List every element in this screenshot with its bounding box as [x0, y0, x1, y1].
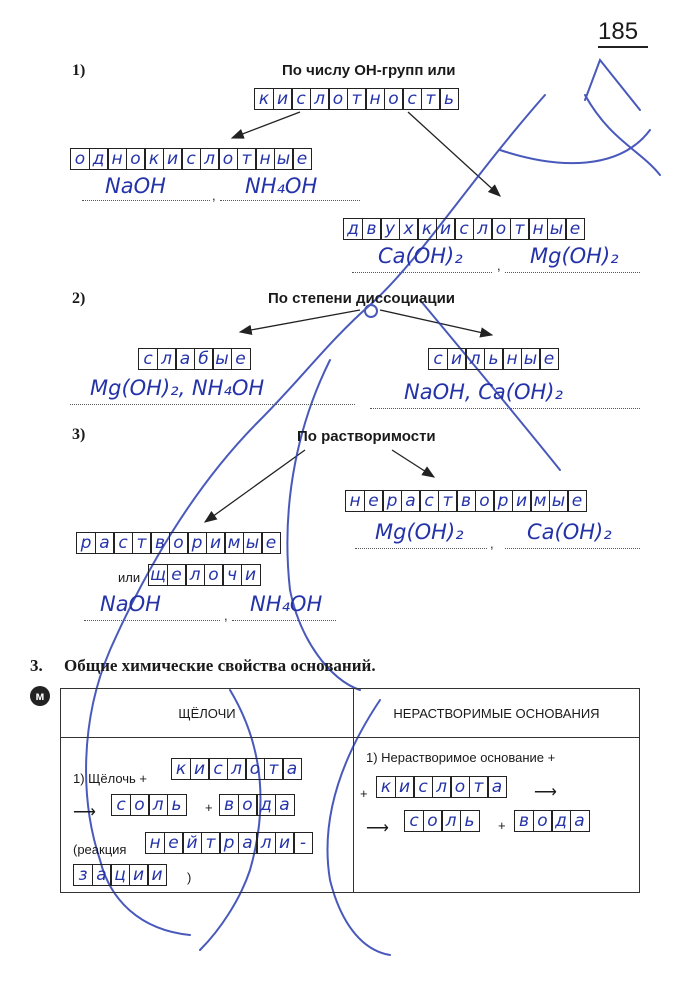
letter-cell: в	[514, 810, 534, 832]
col2-cell	[354, 738, 640, 893]
letter-cell: д	[89, 148, 109, 170]
item3-left-example-2: NH₄OH	[250, 592, 323, 616]
item3-left-word	[76, 532, 280, 554]
letter-cell: -	[293, 832, 313, 854]
letter-cell: а	[95, 532, 115, 554]
letter-cell: о	[130, 794, 150, 816]
letter-cell: о	[475, 490, 495, 512]
letter-cell: т	[264, 758, 284, 780]
item1-number: 1)	[72, 62, 86, 79]
letter-cell: с	[454, 218, 474, 240]
item2-heading: По степени диссоциации	[268, 290, 456, 307]
letter-cell: и	[206, 532, 226, 554]
letter-cell: и	[147, 864, 167, 886]
col1-word3	[219, 794, 293, 816]
item2-left-word	[138, 348, 249, 370]
col2-arrow-1: ⟶	[534, 784, 557, 801]
item1-right-example-2: Mg(OH)₂	[530, 244, 619, 268]
letter-cell: а	[282, 758, 302, 780]
letter-cell: и	[275, 832, 295, 854]
letter-cell: е	[567, 490, 587, 512]
letter-cell: ц	[110, 864, 130, 886]
letter-cell: с	[291, 88, 311, 110]
letter-cell: е	[292, 148, 312, 170]
item2-left-examples: Mg(OH)₂, NH₄OH	[90, 376, 265, 400]
letter-cell: в	[362, 218, 382, 240]
letter-cell: и	[512, 490, 532, 512]
letter-cell: и	[395, 776, 415, 798]
arrow-to-right-1	[408, 112, 500, 196]
letter-cell: к	[417, 218, 437, 240]
letter-cell: е	[231, 348, 251, 370]
item1-right-comma: ,	[497, 258, 501, 273]
letter-cell: т	[347, 88, 367, 110]
item3-number: 3)	[72, 426, 86, 443]
item3-right-cells	[345, 490, 586, 512]
letter-cell: е	[167, 564, 187, 586]
letter-cell: с	[428, 348, 448, 370]
letter-cell: о	[533, 810, 553, 832]
col1-cell	[61, 738, 354, 893]
letter-cell: т	[438, 490, 458, 512]
letter-cell: м	[530, 490, 550, 512]
col2-word1	[376, 776, 506, 798]
letter-cell: е	[565, 218, 585, 240]
letter-cell: ч	[222, 564, 242, 586]
col1-reaction-open: (реакция	[73, 842, 127, 857]
letter-cell: о	[169, 532, 189, 554]
item3-right-line-2	[505, 548, 640, 549]
letter-cell: с	[208, 758, 228, 780]
item1-right-word	[343, 218, 584, 240]
item1-right-line-1	[352, 272, 492, 273]
item3-left-example-1: NaOH	[100, 592, 161, 616]
letter-cell: с	[138, 348, 158, 370]
section3-number: 3.	[30, 656, 43, 675]
letter-cell: о	[70, 148, 90, 170]
letter-cell: ь	[484, 348, 504, 370]
letter-cell: т	[201, 832, 221, 854]
methodical-badge-icon: м	[30, 686, 50, 706]
item3-left-comma: ,	[224, 608, 228, 623]
col1-word2-cells	[111, 794, 185, 816]
letter-cell: к	[376, 776, 396, 798]
letter-cell: л	[473, 218, 493, 240]
item3-ili-word	[148, 564, 259, 586]
letter-cell: о	[245, 758, 265, 780]
properties-table	[60, 688, 640, 893]
item3-right-line-1	[355, 548, 487, 549]
letter-cell: е	[164, 832, 184, 854]
letter-cell: с	[413, 776, 433, 798]
item1-right-cells	[343, 218, 584, 240]
col1-line1: 1) Щёлочь +	[73, 771, 148, 786]
letter-cell: ь	[167, 794, 187, 816]
item1-left-comma: ,	[212, 188, 216, 203]
letter-cell: ы	[243, 532, 263, 554]
letter-cell: о	[491, 218, 511, 240]
letter-cell: ь	[439, 88, 459, 110]
letter-cell: е	[261, 532, 281, 554]
col2-word3	[514, 810, 588, 832]
letter-cell: н	[365, 88, 385, 110]
letter-cell: о	[126, 148, 146, 170]
letter-cell: о	[204, 564, 224, 586]
item3-right-word	[345, 490, 586, 512]
letter-cell: ы	[549, 490, 569, 512]
letter-cell: д	[256, 794, 276, 816]
col1-word4	[145, 832, 312, 854]
letter-cell: к	[254, 88, 274, 110]
letter-cell: и	[447, 348, 467, 370]
letter-cell: в	[150, 532, 170, 554]
letter-cell: в	[456, 490, 476, 512]
letter-cell: й	[182, 832, 202, 854]
letter-cell: н	[145, 832, 165, 854]
arrow-to-left-1	[232, 112, 300, 138]
item2-right-examples: NaOH, Ca(OH)₂	[404, 380, 563, 404]
letter-cell: с	[419, 490, 439, 512]
letter-cell: а	[92, 864, 112, 886]
col1-word4-cells	[145, 832, 312, 854]
letter-cell: т	[421, 88, 441, 110]
item1-left-cells	[70, 148, 311, 170]
letter-cell: о	[218, 148, 238, 170]
letter-cell: щ	[149, 565, 166, 585]
col2-header: НЕРАСТВОРИМЫЕ ОСНОВАНИЯ	[354, 689, 640, 738]
arrow-to-left-3	[205, 450, 305, 522]
letter-cell: т	[469, 776, 489, 798]
letter-cell: б	[194, 348, 214, 370]
letter-cell: а	[570, 810, 590, 832]
letter-cell: т	[132, 532, 152, 554]
item1-box-cells	[254, 88, 458, 110]
letter-cell: л	[185, 564, 205, 586]
letter-cell: а	[487, 776, 507, 798]
col1-word2	[111, 794, 185, 816]
item2-left-cells	[138, 348, 249, 370]
item1-right-example-1: Ca(OH)₂	[378, 244, 463, 268]
item1-heading: По числу ОН-групп или	[282, 62, 456, 79]
arrow-to-left-2	[240, 310, 360, 332]
letter-cell: н	[255, 148, 275, 170]
item1-left-line-2	[220, 200, 360, 201]
item1-box-word	[254, 88, 458, 110]
item3-right-comma: ,	[490, 536, 494, 551]
letter-cell: ы	[521, 348, 541, 370]
letter-cell: л	[148, 794, 168, 816]
arrow-to-right-2	[380, 310, 492, 335]
page-number: 185	[598, 18, 639, 45]
letter-cell: ы	[212, 348, 232, 370]
letter-cell: д	[551, 810, 571, 832]
letter-cell: и	[129, 864, 149, 886]
item1-left-word	[70, 148, 311, 170]
item3-right-example-1: Mg(OH)₂	[375, 520, 464, 544]
letter-cell: н	[345, 490, 365, 512]
item2-number: 2)	[72, 290, 86, 307]
col1-word3-cells	[219, 794, 293, 816]
item3-ili-cells	[148, 564, 259, 586]
col1-word5	[73, 864, 166, 886]
letter-cell: и	[241, 564, 261, 586]
letter-cell: р	[76, 532, 96, 554]
letter-cell: а	[175, 348, 195, 370]
letter-cell: р	[382, 490, 402, 512]
letter-cell: а	[238, 832, 258, 854]
letter-cell: ы	[547, 218, 567, 240]
letter-cell: с	[113, 532, 133, 554]
letter-cell: ь	[460, 810, 480, 832]
item1-left-example-2: NH₄OH	[245, 174, 318, 198]
letter-cell: л	[310, 88, 330, 110]
letter-cell: р	[187, 532, 207, 554]
item1-right-line-2	[505, 272, 640, 273]
letter-cell: м	[224, 532, 244, 554]
col2-plus-2: +	[498, 818, 506, 833]
letter-cell: у	[380, 218, 400, 240]
col2-plus-1: +	[360, 786, 368, 801]
letter-cell: р	[493, 490, 513, 512]
letter-cell: е	[539, 348, 559, 370]
section3-title: Общие химические свойства оснований.	[64, 656, 376, 675]
arrow-to-right-3	[392, 450, 434, 477]
letter-cell: х	[399, 218, 419, 240]
letter-cell: и	[163, 148, 183, 170]
item1-left-line-1	[82, 200, 210, 201]
letter-cell: н	[107, 148, 127, 170]
letter-cell: с	[111, 794, 131, 816]
letter-cell: е	[364, 490, 384, 512]
letter-cell: к	[171, 758, 191, 780]
letter-cell: л	[465, 348, 485, 370]
letter-cell: в	[219, 794, 239, 816]
letter-cell: л	[432, 776, 452, 798]
item3-heading: По растворимости	[297, 428, 436, 445]
col2-word2	[404, 810, 478, 832]
letter-cell: н	[502, 348, 522, 370]
letter-cell: и	[436, 218, 456, 240]
letter-cell: с	[181, 148, 201, 170]
letter-cell: с	[402, 88, 422, 110]
letter-cell: р	[219, 832, 239, 854]
letter-cell: н	[528, 218, 548, 240]
col1-word5-cells	[73, 864, 166, 886]
letter-cell: о	[384, 88, 404, 110]
letter-cell: ы	[274, 148, 294, 170]
letter-cell: с	[404, 810, 424, 832]
item2-right-word	[428, 348, 558, 370]
col2-word2-cells	[404, 810, 478, 832]
letter-cell: л	[227, 758, 247, 780]
item3-left-cells	[76, 532, 280, 554]
col1-header: ЩЁЛОЧИ	[61, 689, 354, 738]
letter-cell: к	[144, 148, 164, 170]
item2-left-line	[70, 404, 355, 405]
item2-right-cells	[428, 348, 558, 370]
col1-word1-cells	[171, 758, 301, 780]
letter-cell: л	[441, 810, 461, 832]
col2-line1: 1) Нерастворимое основание +	[366, 750, 556, 765]
item3-right-example-2: Ca(OH)₂	[527, 520, 612, 544]
item2-right-line	[370, 408, 640, 409]
col1-reaction-close: )	[187, 870, 192, 885]
col1-plus: +	[205, 800, 213, 815]
item3-ili-label: или	[118, 570, 141, 585]
item3-left-line-1	[84, 620, 220, 621]
letter-cell: л	[200, 148, 220, 170]
letter-cell: а	[401, 490, 421, 512]
letter-cell: т	[237, 148, 257, 170]
item1-left-example-1: NaOH	[105, 174, 166, 198]
letter-cell: и	[273, 88, 293, 110]
col2-arrow-2: ⟶	[366, 820, 389, 837]
letter-cell: т	[510, 218, 530, 240]
col2-word3-cells	[514, 810, 588, 832]
letter-cell: л	[157, 348, 177, 370]
letter-cell: о	[328, 88, 348, 110]
letter-cell: и	[190, 758, 210, 780]
col1-arrow: ⟶	[73, 804, 96, 821]
letter-cell: о	[423, 810, 443, 832]
col2-word1-cells	[376, 776, 506, 798]
letter-cell: о	[238, 794, 258, 816]
col1-word1	[171, 758, 301, 780]
letter-cell: д	[343, 218, 363, 240]
item3-left-line-2	[232, 620, 336, 621]
letter-cell: л	[256, 832, 276, 854]
letter-cell: о	[450, 776, 470, 798]
letter-cell: а	[275, 794, 295, 816]
letter-cell: з	[73, 864, 93, 886]
